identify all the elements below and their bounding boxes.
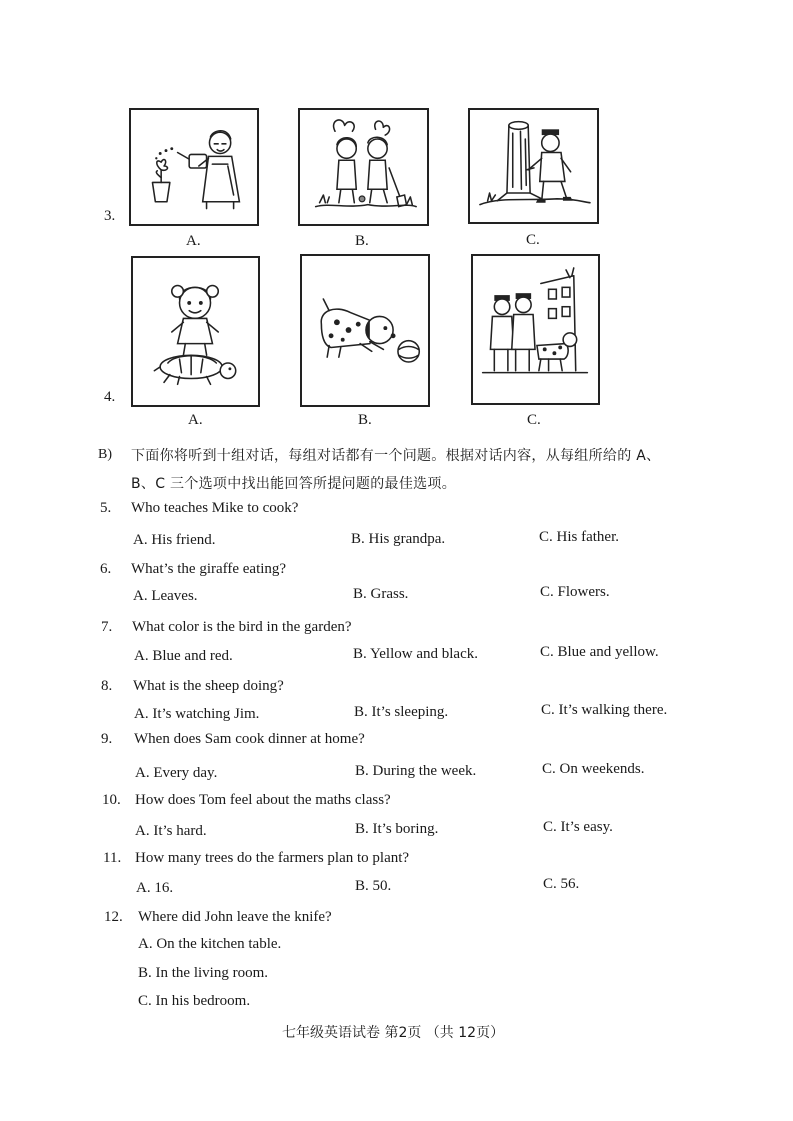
page-footer: 七年级英语试卷 第2页 （共 12页） <box>282 1025 505 1041</box>
question-text: Where did John leave the knife? <box>138 909 332 925</box>
question-number: 9. <box>101 731 113 747</box>
option-b[interactable]: B. It’s boring. <box>355 821 439 837</box>
option-c[interactable]: C. Flowers. <box>540 584 610 600</box>
option-label: C. <box>527 412 541 428</box>
question-number: 12. <box>104 909 123 925</box>
option-a[interactable]: A. On the kitchen table. <box>138 936 282 952</box>
option-b[interactable]: B. It’s sleeping. <box>354 704 449 720</box>
dog-ball-icon <box>302 256 428 405</box>
section-b-instruction-line1: 下面你将听到十组对话，每组对话都有一个问题。根据对话内容，从每组所给的 A、 <box>131 448 661 464</box>
option-a[interactable]: A. Blue and red. <box>134 648 233 664</box>
option-a[interactable]: A. His friend. <box>133 532 216 548</box>
option-label: A. <box>186 233 201 249</box>
option-a[interactable]: A. It’s watching Jim. <box>134 706 260 722</box>
question-text: How many trees do the farmers plan to plant? <box>135 850 410 866</box>
option-c[interactable]: C. On weekends. <box>542 761 645 777</box>
picture-4a-girl-on-turtle[interactable] <box>131 256 260 407</box>
section-b-instruction-line2: B、C 三个选项中找出能回答所提问题的最佳选项。 <box>131 476 457 492</box>
option-b[interactable]: B. In the living room. <box>138 965 268 981</box>
question-number: 5. <box>100 500 112 516</box>
option-c[interactable]: C. 56. <box>543 876 580 892</box>
option-a[interactable]: A. It’s hard. <box>135 823 207 839</box>
picture-3b-children-planting[interactable] <box>298 108 429 226</box>
option-label: C. <box>526 232 540 248</box>
option-a[interactable]: A. 16. <box>136 880 174 896</box>
question-text: How does Tom feel about the maths class? <box>135 792 391 808</box>
option-b[interactable]: B. His grandpa. <box>351 531 446 547</box>
option-a[interactable]: A. Every day. <box>135 765 218 781</box>
question-text: Who teaches Mike to cook? <box>131 500 299 516</box>
question-number: 6. <box>100 561 112 577</box>
watering-woman-icon <box>131 110 257 224</box>
option-c[interactable]: C. His father. <box>539 529 619 545</box>
option-c[interactable]: C. It’s easy. <box>543 819 613 835</box>
option-label: B. <box>355 233 369 249</box>
question-number: 3. <box>104 208 116 224</box>
question-text: What is the sheep doing? <box>133 678 284 694</box>
option-b[interactable]: B. During the week. <box>355 763 477 779</box>
picture-3a-woman-watering-flower[interactable] <box>129 108 259 226</box>
option-a[interactable]: A. Leaves. <box>133 588 198 604</box>
question-text: What’s the giraffe eating? <box>131 561 287 577</box>
question-number: 11. <box>103 850 122 866</box>
picture-3c-man-cutting-tree[interactable] <box>468 108 599 224</box>
option-b[interactable]: B. 50. <box>355 878 392 894</box>
picture-4c-firefighters-with-dog[interactable] <box>471 254 600 405</box>
option-b[interactable]: B. Grass. <box>353 586 409 602</box>
question-text: What color is the bird in the garden? <box>132 619 352 635</box>
man-cutting-tree-icon <box>470 110 597 222</box>
girl-on-turtle-icon <box>133 258 258 405</box>
question-number: 4. <box>104 389 116 405</box>
children-planting-icon <box>300 110 427 224</box>
picture-4b-dog-with-ball[interactable] <box>300 254 430 407</box>
option-b[interactable]: B. Yellow and black. <box>353 646 478 662</box>
option-c[interactable]: C. It’s walking there. <box>541 702 668 718</box>
option-c[interactable]: C. In his bedroom. <box>138 993 251 1009</box>
question-number: 10. <box>102 792 121 808</box>
option-label: A. <box>188 412 203 428</box>
option-label: B. <box>358 412 372 428</box>
option-c[interactable]: C. Blue and yellow. <box>540 644 659 660</box>
firefighters-dog-icon <box>473 256 598 403</box>
question-text: When does Sam cook dinner at home? <box>134 731 365 747</box>
question-number: 8. <box>101 678 113 694</box>
question-number: 7. <box>101 619 113 635</box>
section-b-label: B) <box>98 447 112 462</box>
